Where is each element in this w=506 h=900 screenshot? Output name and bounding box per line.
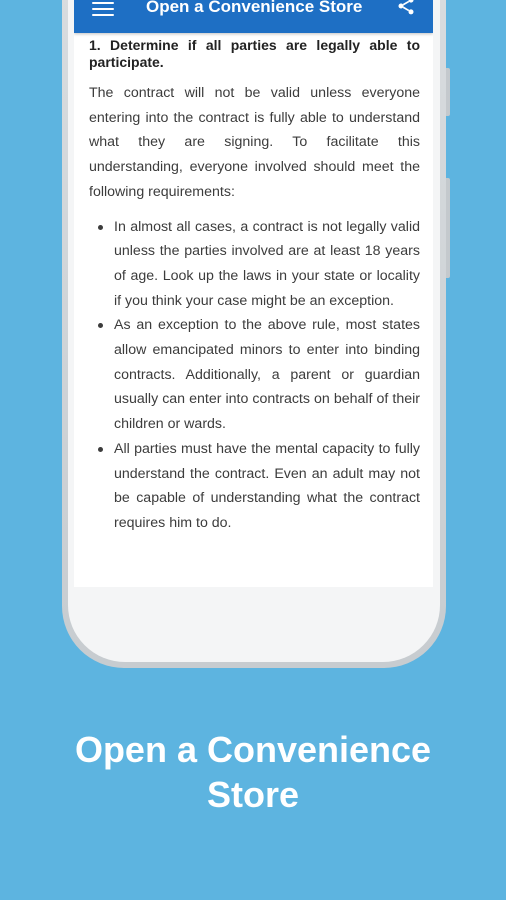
- article-content: [89, 37, 420, 536]
- bullet-icon: [98, 323, 103, 328]
- promo-caption-line: Store: [206, 774, 300, 815]
- share-icon[interactable]: [396, 0, 416, 16]
- promo-caption: [0, 727, 506, 817]
- bullet-icon: [98, 447, 103, 452]
- hamburger-menu-icon[interactable]: [92, 2, 114, 16]
- phone-side-button: [446, 68, 450, 116]
- app-bar: [74, 0, 433, 33]
- list-item: [89, 437, 420, 536]
- list-item-text: As an exception to the above rule, most states allow emancipated minors to enter into binding contracts. Additionally, a parent or guardian usually can enter into contracts on behalf of their children or wards.: [114, 317, 420, 433]
- list-item-text: All parties must have the mental capacity to fully understand the contract. Even an adult may not be capable of understanding what the contract requires him to do.: [114, 440, 420, 531]
- intro-paragraph: The contract will not be valid unless everyone entering into the contract is fully able to understand what they are signing. To facilitate this understanding, everyone involved should meet the following requirements:: [89, 85, 420, 200]
- step-heading: 1. Determine if all parties are legally able to participate.: [89, 37, 420, 70]
- list-item-text: In almost all cases, a contract is not legally valid unless the parties involved are at least 18 years of age. Look up the laws in your state or locality if you think your case might be an exception.: [114, 218, 420, 309]
- list-item: [89, 215, 420, 314]
- requirements-list: [89, 215, 420, 536]
- app-bar-title: Open a Convenience Store: [146, 0, 363, 16]
- bullet-icon: [98, 225, 103, 230]
- list-item: [89, 313, 420, 437]
- phone-side-button: [446, 178, 450, 278]
- promo-caption-line: Open a Convenience: [74, 729, 432, 770]
- phone-screen: [74, 0, 433, 587]
